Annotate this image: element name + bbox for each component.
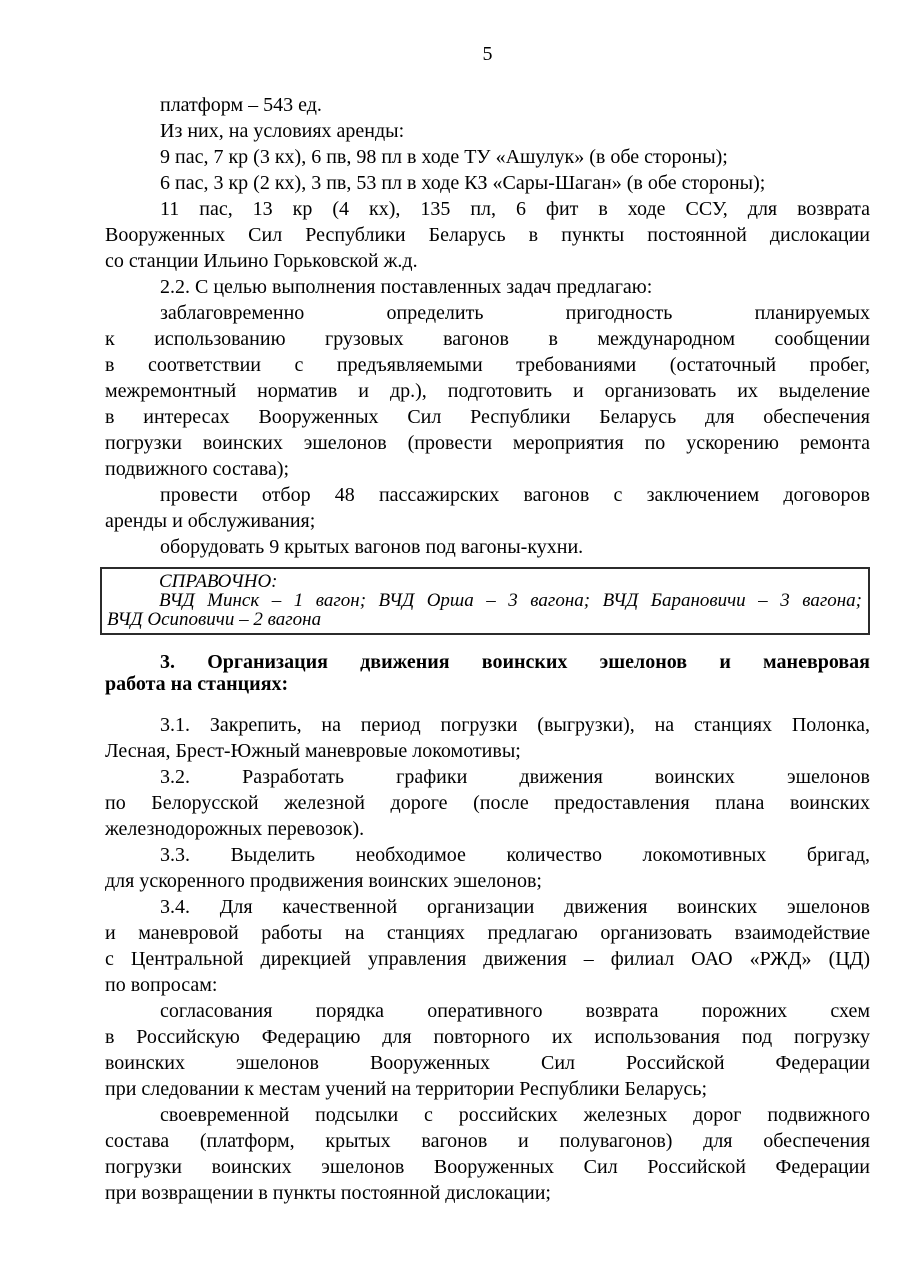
text-line: в соответствии с предъявляемыми требованиями (остаточный пробег, — [105, 354, 870, 376]
text-line: согласования порядка оперативного возврата порожних схем — [160, 1000, 870, 1022]
text-line: 3.3. Выделить необходимое количество локомотивных бригад, — [160, 844, 870, 866]
text-line: для ускоренного продвижения воинских эшелонов; — [105, 870, 542, 892]
text-line: со станции Ильино Горьковской ж.д. — [105, 250, 418, 272]
text-line: в интересах Вооруженных Сил Республики Беларусь для обеспечения — [105, 406, 870, 428]
text-line: состава (платформ, крытых вагонов и полувагонов) для обеспечения — [105, 1130, 870, 1152]
text-line: провести отбор 48 пассажирских вагонов с заключением договоров — [160, 484, 870, 506]
paragraph — [105, 274, 870, 300]
text-line: 3. Организация движения воинских эшелонов и маневровая — [160, 651, 870, 673]
text-line: в Российскую Федерацию для повторного их использования под погрузку — [105, 1026, 870, 1048]
paragraph — [105, 764, 870, 842]
text-line: погрузки воинских эшелонов (провести мероприятия по ускорению ремонта — [105, 432, 870, 454]
text-line: Из них, на условиях аренды: — [160, 120, 405, 142]
page-number: 5 — [482, 43, 493, 65]
text-line: заблаговременно определить пригодность планируемых — [160, 302, 870, 324]
text-line: и маневровой работы на станциях предлагаю организовать взаимодействие — [105, 922, 870, 944]
text-line: к использованию грузовых вагонов в международном сообщении — [105, 328, 870, 350]
text-line: 3.1. Закрепить, на период погрузки (выгрузки), на станциях Полонка, — [160, 714, 870, 736]
page-content — [105, 41, 870, 1206]
paragraph — [105, 894, 870, 998]
text-line: Лесная, Брест-Южный маневровые локомотивы; — [105, 740, 521, 762]
text-line: работа на станциях: — [105, 673, 289, 695]
text-line: Вооруженных Сил Республики Беларусь в пункты постоянной дислокации — [105, 224, 870, 246]
paragraph — [105, 144, 870, 170]
text-line: с Центральной дирекцией управления движения – филиал ОАО «РЖД» (ЦД) — [105, 948, 870, 970]
section-heading — [105, 651, 870, 695]
text-line: межремонтный норматив и др.), подготовить и организовать их выделение — [105, 380, 870, 402]
paragraph — [105, 842, 870, 894]
paragraph — [105, 196, 870, 274]
paragraph — [105, 482, 870, 534]
paragraph — [105, 118, 870, 144]
text-line: воинских эшелонов Вооруженных Сил Российской Федерации — [105, 1052, 870, 1074]
text-line: погрузки воинских эшелонов Вооруженных Сил Российской Федерации — [105, 1156, 870, 1178]
paragraph — [105, 712, 870, 764]
text-line: аренды и обслуживания; — [105, 510, 316, 532]
document-body — [105, 92, 870, 1206]
text-line: подвижного состава); — [105, 458, 290, 480]
text-line: платформ – 543 ед. — [160, 94, 322, 116]
paragraph — [105, 998, 870, 1102]
text-line: при возвращении в пункты постоянной дислокации; — [105, 1182, 551, 1204]
text-line: ВЧД Минск – 1 вагон; ВЧД Орша – 3 вагона; ВЧД Барановичи – 3 вагона; — [159, 590, 862, 611]
text-line: при следовании к местам учений на территории Республики Беларусь; — [105, 1078, 708, 1100]
text-line: по Белорусской железной дороге (после предоставления плана воинских — [105, 792, 870, 814]
text-line: 3.4. Для качественной организации движения воинских эшелонов — [160, 896, 870, 918]
text-line: 9 пас, 7 кр (3 кх), 6 пв, 98 пл в ходе ТУ «Ашулук» (в обе стороны); — [160, 146, 728, 168]
text-line: оборудовать 9 крытых вагонов под вагоны-кухни. — [160, 536, 584, 558]
paragraph — [105, 300, 870, 482]
text-line: по вопросам: — [105, 974, 218, 996]
text-line: 11 пас, 13 кр (4 кх), 135 пл, 6 фит в ходе ССУ, для возврата — [160, 198, 870, 220]
text-line: своевременной подсылки с российских железных дорог подвижного — [160, 1104, 870, 1126]
text-line: 2.2. С целью выполнения поставленных задач предлагаю: — [160, 276, 653, 298]
reference-box — [100, 567, 870, 635]
text-line: 3.2. Разработать графики движения воинских эшелонов — [160, 766, 870, 788]
text-line: железнодорожных перевозок). — [105, 818, 365, 840]
text-line: СПРАВОЧНО: — [159, 571, 278, 592]
paragraph — [105, 534, 870, 560]
paragraph — [105, 170, 870, 196]
paragraph — [105, 92, 870, 118]
text-line: 6 пас, 3 кр (2 кх), 3 пв, 53 пл в ходе КЗ «Сары-Шаган» (в обе стороны); — [160, 172, 766, 194]
paragraph — [105, 1102, 870, 1206]
text-line: ВЧД Осиповичи – 2 вагона — [107, 609, 322, 630]
